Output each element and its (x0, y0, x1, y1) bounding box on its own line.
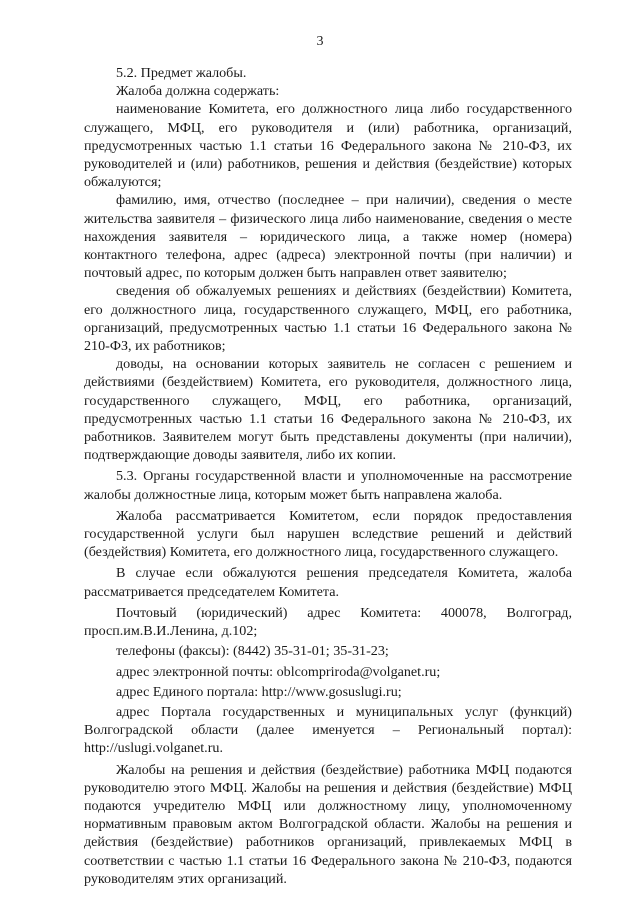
portal-paragraph: адрес Единого портала: http://www.gosuslugi.ru; (116, 683, 402, 700)
paragraph: сведения об обжалуемых решениях и действиях (бездействии) Комитета, его должностного лица, государственного служащего, МФЦ, его работника, организаций, предусмотренных частью 1.1 статьи 16 Федерального закона № 210-ФЗ, их работников; (84, 283, 572, 355)
page-number: 3 (316, 34, 324, 49)
paragraph: В случае если обжалуются решения председателя Комитета, жалоба рассматривается председателем Комитета. (84, 565, 572, 600)
email-paragraph: адрес электронной почты: oblcompriroda@volganet.ru; (116, 663, 441, 680)
document-body (84, 64, 572, 888)
paragraph: Жалобы на решения и действия (бездействие) работника МФЦ подаются руководителю этого МФЦ. Жалобы на решения и действия (бездействие) МФЦ подаются учредителю МФЦ или должностному лицу, уполномоченному нормативным правовым актом Волгоградской области. Жалобы на решения и действия (бездействие) работников организаций, привлекаемых МФЦ в соответствии с частью 1.1 статьи 16 Федерального закона № 210-ФЗ, подаются руководителям этих организаций. (84, 761, 572, 887)
paragraph: Жалоба должна содержать: (116, 83, 280, 100)
section-heading-5-2: 5.2. Предмет жалобы. (116, 65, 247, 81)
paragraph: доводы, на основании которых заявитель не согласен с решением и действиями (бездействием) Комитета, его руководителя, должностного лица, государственного служащего, МФЦ, его работника, организаций, предусмотренных частью 1.1 статьи 16 Федерального закона № 210-ФЗ, их работников. Заявителем могут быть представлены документы (при наличии), подтверждающие доводы заявителя, либо их копии. (84, 356, 572, 464)
paragraph: наименование Комитета, его должностного лица либо государственного служащего, МФЦ, его руководителя и (или) работника, организаций, предусмотренных частью 1.1 статьи 16 Федерального закона № 210-ФЗ, их руководителей и (или) работников, решения и действия (бездействие) которых обжалуются; (84, 101, 572, 191)
address-paragraph: Почтовый (юридический) адрес Комитета: 400078, Волгоград, просп.им.В.И.Ленина, д.102; (84, 604, 572, 640)
regional-portal-paragraph: адрес Портала государственных и муниципальных услуг (функций) Волгоградской области (далее именуется – Региональный портал): http://uslugi.volganet.ru. (84, 703, 572, 757)
phones-paragraph: телефоны (факсы): (8442) 35-31-01; 35-31-23; (116, 643, 389, 660)
paragraph: Жалоба рассматривается Комитетом, если порядок предоставления государственной услуги был нарушен вследствие решений и действий (бездействия) Комитета, его должностного лица, государственного служащего. (84, 507, 572, 561)
paragraph: фамилию, имя, отчество (последнее – при наличии), сведения о месте жительства заявителя – физического лица либо наименование, сведения о месте нахождения заявителя – юридического лица, а также номер (номера) контактного телефона, адрес (адреса) электронной почты (при наличии) и почтовый адрес, по которым должен быть направлен ответ заявителю; (84, 192, 572, 282)
section-heading-5-3: 5.3. Органы государственной власти и уполномоченные на рассмотрение жалобы должностные лица, которым может быть направлена жалоба. (84, 468, 572, 503)
